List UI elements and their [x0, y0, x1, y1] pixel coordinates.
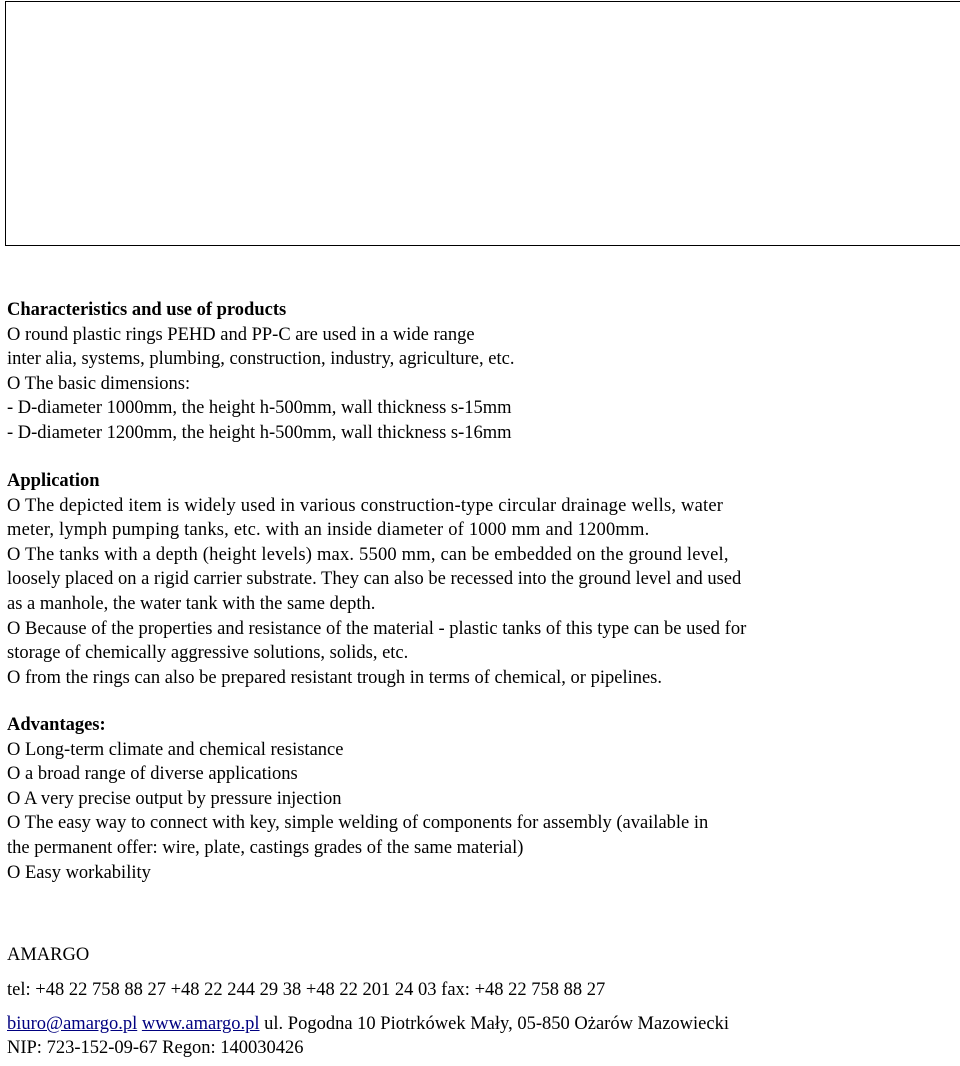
- characteristics-line: - D-diameter 1200mm, the height h-500mm, wall thickness s-16mm: [7, 422, 512, 443]
- contact-section: [7, 943, 952, 1060]
- characteristics-line: O The basic dimensions:: [7, 373, 191, 394]
- address-line: [7, 1012, 952, 1036]
- advantages-section: [7, 713, 952, 885]
- characteristics-line: - D-diameter 1000mm, the height h-500mm, wall thickness s-15mm: [7, 398, 512, 419]
- tax-ids-line: NIP: 723-152-09-67 Regon: 140030426: [7, 1038, 304, 1058]
- advantages-line: O a broad range of diverse applications: [7, 764, 298, 785]
- application-heading: Application: [7, 471, 100, 491]
- advantages-line: O Long-term climate and chemical resistance: [7, 739, 344, 760]
- company-name: AMARGO: [7, 945, 90, 965]
- characteristics-line: O round plastic rings PEHD and PP-C are used in a wide range: [7, 324, 475, 345]
- website-link[interactable]: www.amargo.pl: [141, 1014, 260, 1034]
- application-line: O The depicted item is widely used in various construction-type circular drainage wells, water: [7, 495, 724, 516]
- application-line: O from the rings can also be prepared resistant trough in terms of chemical, or pipelines.: [7, 667, 663, 688]
- phone-fax-line: tel: +48 22 758 88 27 +48 22 244 29 38 +48 22 201 24 03 fax: +48 22 758 88 27: [7, 980, 606, 1000]
- product-image-placeholder: [5, 1, 960, 246]
- advantages-line: the permanent offer: wire, plate, castings grades of the same material): [7, 837, 524, 858]
- advantages-line: O A very precise output by pressure injection: [7, 788, 342, 809]
- characteristics-line: inter alia, systems, plumbing, construction, industry, agriculture, etc.: [7, 349, 515, 370]
- advantages-heading: Advantages:: [7, 715, 106, 735]
- characteristics-heading: Characteristics and use of products: [7, 300, 287, 320]
- email-link[interactable]: biuro@amargo.pl: [7, 1014, 138, 1034]
- characteristics-section: [7, 298, 952, 446]
- application-line: loosely placed on a rigid carrier substrate. They can also be recessed into the ground level and used: [7, 569, 742, 590]
- application-line: meter, lymph pumping tanks, etc. with an inside diameter of 1000 mm and 1200mm.: [7, 520, 650, 541]
- application-line: as a manhole, the water tank with the same depth.: [7, 593, 376, 614]
- application-line: O The tanks with a depth (height levels) max. 5500 mm, can be embedded on the ground level,: [7, 544, 729, 565]
- application-section: [7, 469, 952, 690]
- advantages-line: O The easy way to connect with key, simple welding of components for assembly (available in: [7, 813, 709, 834]
- application-line: storage of chemically aggressive solutions, solids, etc.: [7, 643, 409, 664]
- application-line: O Because of the properties and resistance of the material - plastic tanks of this type can be used for: [7, 618, 747, 639]
- advantages-line: O Easy workability: [7, 862, 151, 883]
- postal-address: ul. Pogodna 10 Piotrkówek Mały, 05-850 Ożarów Mazowiecki: [264, 1014, 729, 1034]
